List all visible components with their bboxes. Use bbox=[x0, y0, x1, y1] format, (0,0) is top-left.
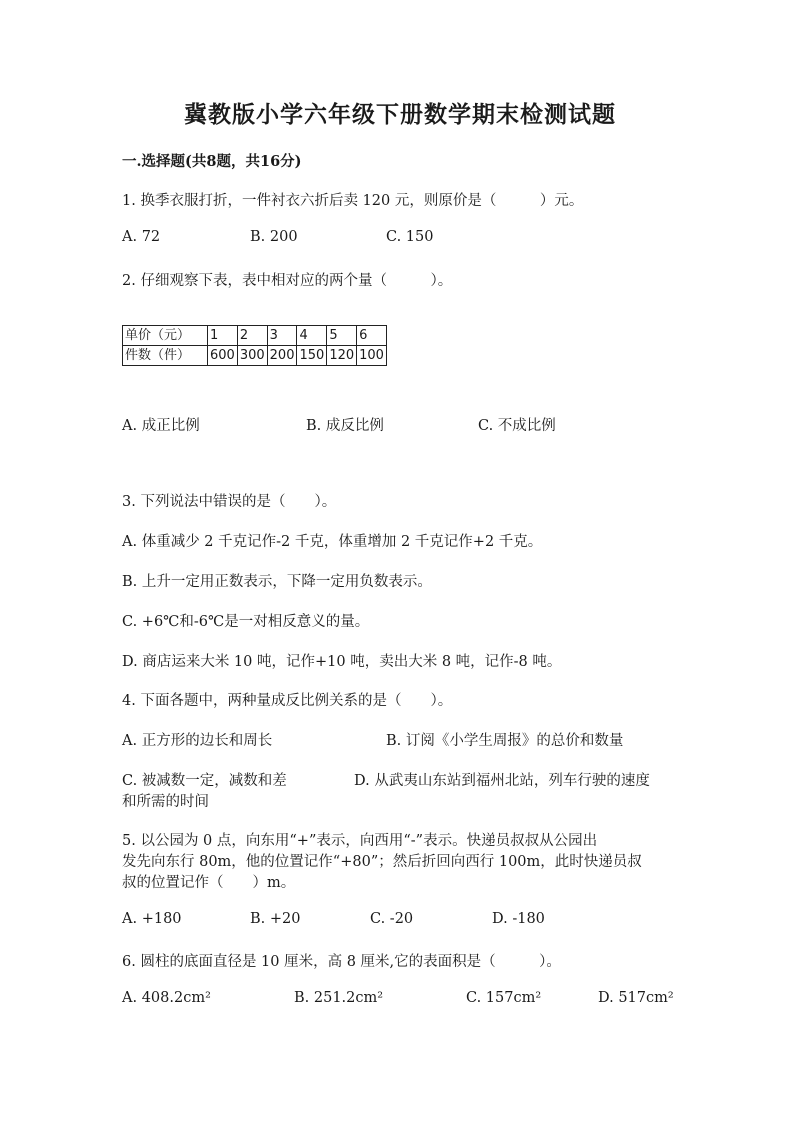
table-cell: 150 bbox=[297, 346, 327, 366]
question-4-option-d: D. 从武夷山东站到福州北站，列车行驶的速度 bbox=[354, 773, 650, 789]
question-3-stem: 3. 下列说法中错误的是（ ）。 bbox=[122, 494, 337, 510]
question-2-option-b: B. 成反比例 bbox=[306, 418, 384, 434]
table-cell: 300 bbox=[237, 346, 267, 366]
question-6-option-c: C. 157cm² bbox=[466, 990, 542, 1006]
table-header-quantity: 件数（件） bbox=[123, 346, 208, 366]
question-4-option-c: C. 被减数一定，减数和差 bbox=[122, 773, 287, 789]
question-1-stem: 1. 换季衣服打折，一件衬衣六折后卖 120 元，则原价是（ ）元。 bbox=[122, 193, 584, 209]
question-1-option-c: C. 150 bbox=[386, 229, 434, 245]
question-5-option-c: C. -20 bbox=[370, 911, 414, 927]
question-6-stem: 6. 圆柱的底面直径是 10 厘米，高 8 厘米,它的表面积是（ ）。 bbox=[122, 954, 561, 970]
table-cell: 200 bbox=[267, 346, 297, 366]
question-5-stem-line-2: 发先向东行 80m，他的位置记作“+80”；然后折回向西行 100m，此时快递员叔 bbox=[122, 854, 642, 870]
question-5-option-d: D. -180 bbox=[492, 911, 545, 927]
table-cell: 1 bbox=[208, 326, 238, 346]
section-heading: 一.选择题(共8题，共16分) bbox=[122, 153, 302, 170]
question-2-option-c: C. 不成比例 bbox=[478, 418, 556, 434]
question-6-option-b: B. 251.2cm² bbox=[294, 990, 384, 1006]
table-cell: 2 bbox=[237, 326, 267, 346]
question-2-stem: 2. 仔细观察下表，表中相对应的两个量（ ）。 bbox=[122, 273, 453, 289]
question-3-option-d: D. 商店运来大米 10 吨，记作+10 吨，卖出大米 8 吨，记作-8 吨。 bbox=[122, 654, 562, 670]
question-5-option-a: A. +180 bbox=[122, 911, 182, 927]
table-row-price bbox=[123, 326, 387, 346]
question-4-option-b: B. 订阅《小学生周报》的总价和数量 bbox=[386, 733, 624, 749]
question-5-stem-line-1: 5. 以公园为 0 点，向东用“+”表示，向西用“-”表示。快递员叔叔从公园出 bbox=[122, 833, 598, 849]
page-title: 冀教版小学六年级下册数学期末检测试题 bbox=[184, 101, 616, 128]
question-1-option-b: B. 200 bbox=[250, 229, 298, 245]
question-1-option-a: A. 72 bbox=[122, 229, 161, 245]
table-cell: 5 bbox=[327, 326, 357, 346]
table-cell: 4 bbox=[297, 326, 327, 346]
table-row-quantity bbox=[123, 346, 387, 366]
table-cell: 3 bbox=[267, 326, 297, 346]
question-3-option-b: B. 上升一定用正数表示，下降一定用负数表示。 bbox=[122, 574, 432, 590]
question-3-option-a: A. 体重减少 2 千克记作-2 千克，体重增加 2 千克记作+2 千克。 bbox=[122, 534, 543, 550]
table-cell: 600 bbox=[208, 346, 238, 366]
question-6-option-d: D. 517cm² bbox=[598, 990, 674, 1006]
table-cell: 6 bbox=[357, 326, 387, 346]
price-quantity-table bbox=[122, 325, 387, 366]
question-6-option-a: A. 408.2cm² bbox=[122, 990, 211, 1006]
table-cell: 100 bbox=[357, 346, 387, 366]
table-header-price: 单价（元） bbox=[123, 326, 208, 346]
question-4-option-a: A. 正方形的边长和周长 bbox=[122, 733, 273, 749]
question-2-option-a: A. 成正比例 bbox=[122, 418, 200, 434]
question-4-option-d-continued: 和所需的时间 bbox=[122, 794, 209, 810]
question-4-stem: 4. 下面各题中，两种量成反比例关系的是（ ）。 bbox=[122, 693, 453, 709]
question-5-stem-line-3: 叔的位置记作（ ）m。 bbox=[122, 875, 296, 891]
table-cell: 120 bbox=[327, 346, 357, 366]
question-5-option-b: B. +20 bbox=[250, 911, 301, 927]
question-3-option-c: C. +6℃和-6℃是一对相反意义的量。 bbox=[122, 614, 370, 630]
